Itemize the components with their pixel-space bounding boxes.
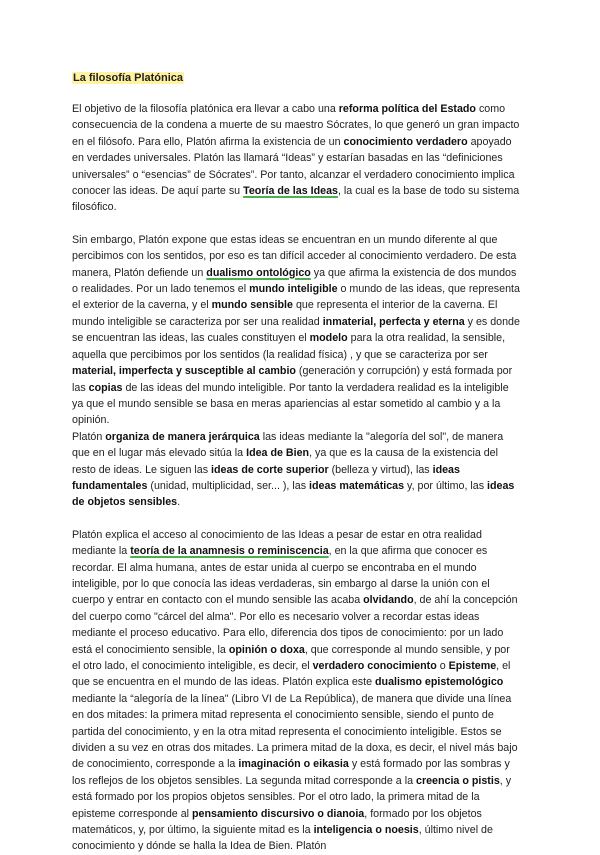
text-run: , que corresponde al mundo sensible, y por el otro lado, el conocimiento inteligible, es decir, el [72, 643, 510, 672]
text-run: las ideas mediante la "alegoría del sol", de manera que en el lugar más elevado sitúa la [72, 430, 504, 460]
text-run: , de ahí la concepción del cuerpo como "cárcel del alma". Por ello es necesario volver a recordar estas ideas mediante el proceso educativo. Para ello, diferencia dos tipos de conocimiento: por un lado está el conocimiento sensible, la [72, 594, 518, 656]
underlined-term: dualismo ontológico [206, 266, 311, 279]
bold-term: conocimiento verdadero [343, 135, 468, 148]
underlined-term: teoría de la anamnesis o reminiscencia [130, 545, 329, 558]
text-run: y es donde se encuentran las ideas, las cuales constituyen el [72, 315, 520, 345]
text-run: , y está formado por los propios objetos sensibles. Por el otro lado, la primera mitad de la episteme corresponde al [72, 774, 512, 820]
text-run: mediante la “alegoría de la línea" (Libro VI de La República), de manera que divide una línea en dos mitades: la primera mitad representa el conocimiento sensible, siendo el punto de partida del conocimiento, y en la otra mitad representa el conocimiento inteligible. Estos se dividen a su vez en otras dos mitades. La primera mitad de la doxa, es decir, el nivel más bajo de conocimiento, corresponde a la [72, 692, 518, 771]
bold-term: olvidando [363, 594, 414, 607]
bold-term: ideas fundamentales [72, 463, 460, 492]
text-run: para la otra realidad, la sensible, aquella que percibimos por los sentidos (la realidad física) , y que se caracteriza por ser [72, 332, 506, 361]
paragraph-hierarchy [72, 429, 520, 511]
bold-term: Episteme [448, 660, 497, 672]
text-run: Platón explica el acceso al conocimiento de las Ideas a pesar de estar en otra realidad mediante la [72, 528, 482, 558]
text-run: y, por último, las [404, 479, 488, 492]
text-run: (generación y corrupción) y está formada por las [72, 365, 513, 394]
paragraph-dualism [72, 232, 520, 429]
text-run: (belleza y virtud), las [328, 463, 433, 476]
bold-term: copias [88, 381, 123, 394]
bold-term: inteligencia o noesis [313, 824, 419, 837]
paragraph-objective [72, 101, 520, 216]
bold-term: material, imperfecta y susceptible al cambio [72, 365, 296, 378]
bold-term: opinión o doxa [228, 643, 305, 656]
text-run: de las ideas del mundo inteligible. Por tanto la verdadera realidad es la inteligible ya que el mundo sensible se basa en meras apariencias al estar sometido al cambio y a la opinión. [72, 381, 509, 427]
text-run: Platón [72, 430, 106, 443]
text-run: , la cual es la base de todo su sistema filosófico. [72, 185, 520, 214]
bold-term: reforma política del Estado [338, 103, 476, 115]
text-run: o [436, 660, 449, 672]
bold-term: ideas de corte superior [211, 463, 329, 476]
text-run: ya que afirma la existencia de dos mundos o realidades. Por un lado tenemos el [72, 266, 517, 296]
document-title [72, 70, 520, 86]
bold-term: pensamiento discursivo o dianoia [192, 807, 365, 820]
text-run: . [177, 496, 181, 509]
text-run: que representa el interior de la caverna. El mundo inteligible se caracteriza por ser una realidad [72, 299, 498, 328]
bold-term: Idea de Bien [246, 447, 310, 460]
text-run: (unidad, multiplicidad, ser... ), las [147, 479, 310, 492]
text-run: , formado por los objetos matemáticos, y, por último, la siguiente mitad es la [72, 807, 482, 837]
bold-term: creencia o pistis [416, 774, 500, 787]
text-run: o mundo de las ideas, que representa el exterior de la caverna, y el [72, 283, 520, 312]
text-run: como consecuencia de la condena a muerte de su maestro Sócrates, lo que generó un gran impacto en el filósofo. Para ello, Platón afirma la existencia de un [72, 103, 520, 148]
text-run: El objetivo de la filosofía platónica era llevar a cabo una [72, 103, 339, 115]
bold-term: verdadero conocimiento [312, 660, 437, 672]
bold-term: organiza de manera jerárquica [105, 430, 260, 443]
bold-term: mundo inteligible [249, 283, 338, 296]
text-run: , ya que es la causa de la existencia del resto de ideas. Le siguen las [72, 447, 498, 476]
text-run: , último nivel de conocimiento y dónde se halla la Idea de Bien. Platón [72, 824, 493, 853]
text-run: apoyado en verdades universales. Platón las llamará “Ideas” y estarían basadas en las “definiciones universales” o “esencias” de Sócrates”. Por tanto, alcanzar el verdadero conocimiento implica conocer las ideas. De aquí parte su [72, 135, 515, 198]
bold-term: modelo [309, 332, 348, 345]
text-run: y está formado por las sombras y los reflejos de los objetos sensibles. La segunda mitad corresponde a la [72, 758, 510, 787]
bold-term: ideas matemáticas [309, 479, 405, 492]
bold-term: imaginación o eikasia [238, 758, 349, 771]
paragraph-knowledge [72, 527, 520, 855]
bold-term: ideas de objetos sensibles [72, 479, 515, 509]
bold-term: inmaterial, perfecta y eterna [322, 315, 465, 328]
underlined-term: Teoría de las Ideas [243, 185, 338, 198]
text-run: , en la que afirma que conocer es recordar. El alma humana, antes de estar unida al cuerpo se encontraba en el mundo inteligible, por lo que conocía las ideas verdaderas, sin embargo al darse la unión con el cuerpo y entrar en contacto con el mundo sensible las acaba [72, 545, 490, 607]
text-run: Sin embargo, Platón expone que estas ideas se encuentran en un mundo diferente al que percibimos con los sentidos, por eso es tan difícil acceder al conocimiento verdadero. De esta manera, Platón defiende un [72, 233, 517, 279]
title-highlight: La filosofía Platónica [73, 72, 184, 84]
text-run: , el que se encuentra en el mundo de las ideas. Platón explica este [72, 660, 511, 689]
bold-term: mundo sensible [211, 299, 293, 312]
bold-term: dualismo epistemológico [375, 676, 504, 689]
